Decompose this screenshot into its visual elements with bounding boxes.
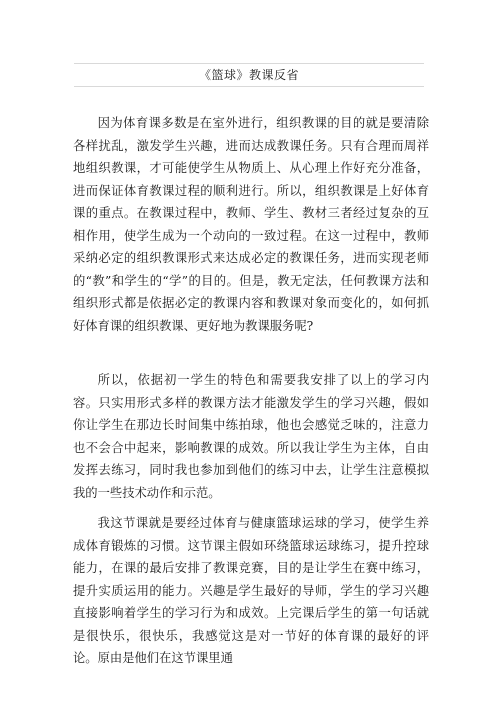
paragraph-3: 我这节课就是要经过体育与健康篮球运球的学习，使学生养成体育锻炼的习惯。这节课主假如环绕篮球运球练习，提升控球能力，在课的最后安排了教课竞赛，目的是让学生在赛中练习，提升实质运用的能力。兴趣是学生最好的导师，学生的学习兴趣直接影响着学生的学习行为和成效。上完课后学生的第一句话就是很快乐，很快乐，我感觉这是对一节好的体育课的最好的评论。原由是他们在这节课里通 xyxy=(73,516,429,665)
paragraph-1: 因为体育课多数是在室外进行，组织教课的目的就是要清除各样扰乱，激发学生兴趣，进而达成教课任务。只有合理而周祥地组织教课，才可能使学生从物质上、从心理上作好充分准备，进而保证体育教课过程的顺利进行。所以，组织教课是上好体育课的重点。在教课过程中，教师、学生、教材三者经过复杂的互相作用，使学生成为一个动向的一致过程。在这一过程中，教师采纳必定的组织教课形式来达成必定的教课任务，进而实现老师的“教”和学生的“学”的目的。但是，教无定法，任何教课方法和组织形式都是依据必定的教课内容和教课对象而变化的，如何抓好体育课的组织教课、更好地为教课服务呢? xyxy=(73,116,429,333)
document-title: 《篮球》教课反省 xyxy=(198,68,299,82)
title-bar xyxy=(74,63,424,87)
paragraph-2: 所以，依据初一学生的特色和需要我安排了以上的学习内容。只实用形式多样的教课方法才能激发学生的学习兴趣，假如你让学生在那边长时间集中练拍球，他也会感觉乏味的，注意力也不会合中起来，影响教课的成效。所以我让学生为主体，自由发挥去练习，同时我也参加到他们的练习中去，让学生注意模拟我的一些技术动作和示范。 xyxy=(73,373,429,500)
